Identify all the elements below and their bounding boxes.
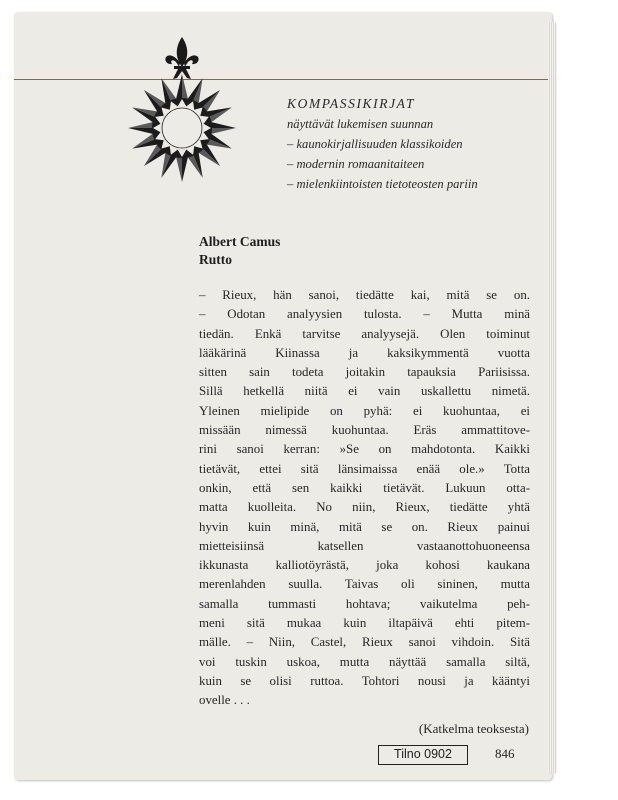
excerpt-text [199,286,530,711]
text-line: hyvin kuin minä, mitä se on. Rieux painui [199,519,530,534]
compass-point [210,128,236,134]
text-line: merenlahden suulla. Taivas oli sininen, mutta [199,577,530,592]
text-line: missään nimessä kuohuntaa. Eräs ammattitove- [199,423,530,438]
compass-rose-icon [127,34,237,194]
excerpt-source-note: (Katkelma teoksesta) [418,721,529,736]
text-line: – Odotan analyysien tulosta. – Mutta minä [199,307,530,322]
series-line: näyttävät lukemisen suunnan [287,117,434,131]
fleur-de-lis-icon [165,37,198,79]
order-number-stamp: Tilno 0902 [378,745,468,765]
text-line: tietävät, ettei sitä länsimaissa enää ole.» Totta [199,461,530,476]
compass-point [128,122,154,128]
text-line: mälle. – Niin, Castel, Rieux sanoi vihdoin. Sitä [199,635,530,650]
text-line: matta kuolleita. No niin, Rieux, tiedätte yhtä [199,500,530,515]
book-title: Rutto [199,252,232,267]
compass-point [176,156,182,182]
series-title: KOMPASSIKIRJAT [287,96,416,111]
text-line: onkin, että sen kaikki tietävät. Lukuun otta- [199,480,530,495]
series-number: 846 [495,746,515,761]
series-blurb [287,94,547,194]
book-back-cover [14,12,552,780]
compass-point [182,156,188,182]
text-line: rini sanoi kerran: »Se on mahdotonta. Kaikki [199,442,530,457]
text-line: tiedän. Enkä tarvitse analyysejä. Olen toiminut [199,326,530,341]
text-line: meni sitä mukaa kuin iltapäivä ehti pitem- [199,616,530,631]
text-line: lääkärinä Kiinassa ja kaksikymmentä vuotta [199,345,530,360]
red-rule-line [14,79,552,80]
page-edges [548,22,557,774]
text-line: kuin se olisi ruttoa. Tohtori nousi ja kääntyi [199,673,530,688]
text-line: samalla tummasti hohtava; vaikutelma peh- [199,596,530,611]
series-line: – mielenkiintoisten tietoteosten pariin [287,177,478,191]
text-line: Sillä hetkellä niitä ei vain uskallettu nimetä. [199,384,530,399]
text-line: – Rieux, hän sanoi, tiedätte kai, mitä se on. [199,288,530,302]
text-line: ikkunasta kalliotöyrästä, joka kohosi kaukana [199,558,530,573]
text-line: sitten sain todeta joitakin tapauksia Pariisissa. [199,365,530,380]
compass-point [128,128,154,134]
text-line: mietteisiinsä katsellen vastaanottohuoneensa [199,538,530,553]
compass-point [210,122,236,128]
text-line: ovelle . . . [199,693,250,708]
series-line: – modernin romaanitaiteen [287,157,425,171]
text-line: Yleinen mielipide on pyhä: ei kuohuntaa, ei [199,403,530,418]
series-line: – kaunokirjallisuuden klassikoiden [287,137,463,151]
author-name: Albert Camus [199,234,281,249]
book-heading [199,233,280,269]
text-line: voi tuskin uskoa, mutta näyttää samalla siltä, [199,654,530,669]
